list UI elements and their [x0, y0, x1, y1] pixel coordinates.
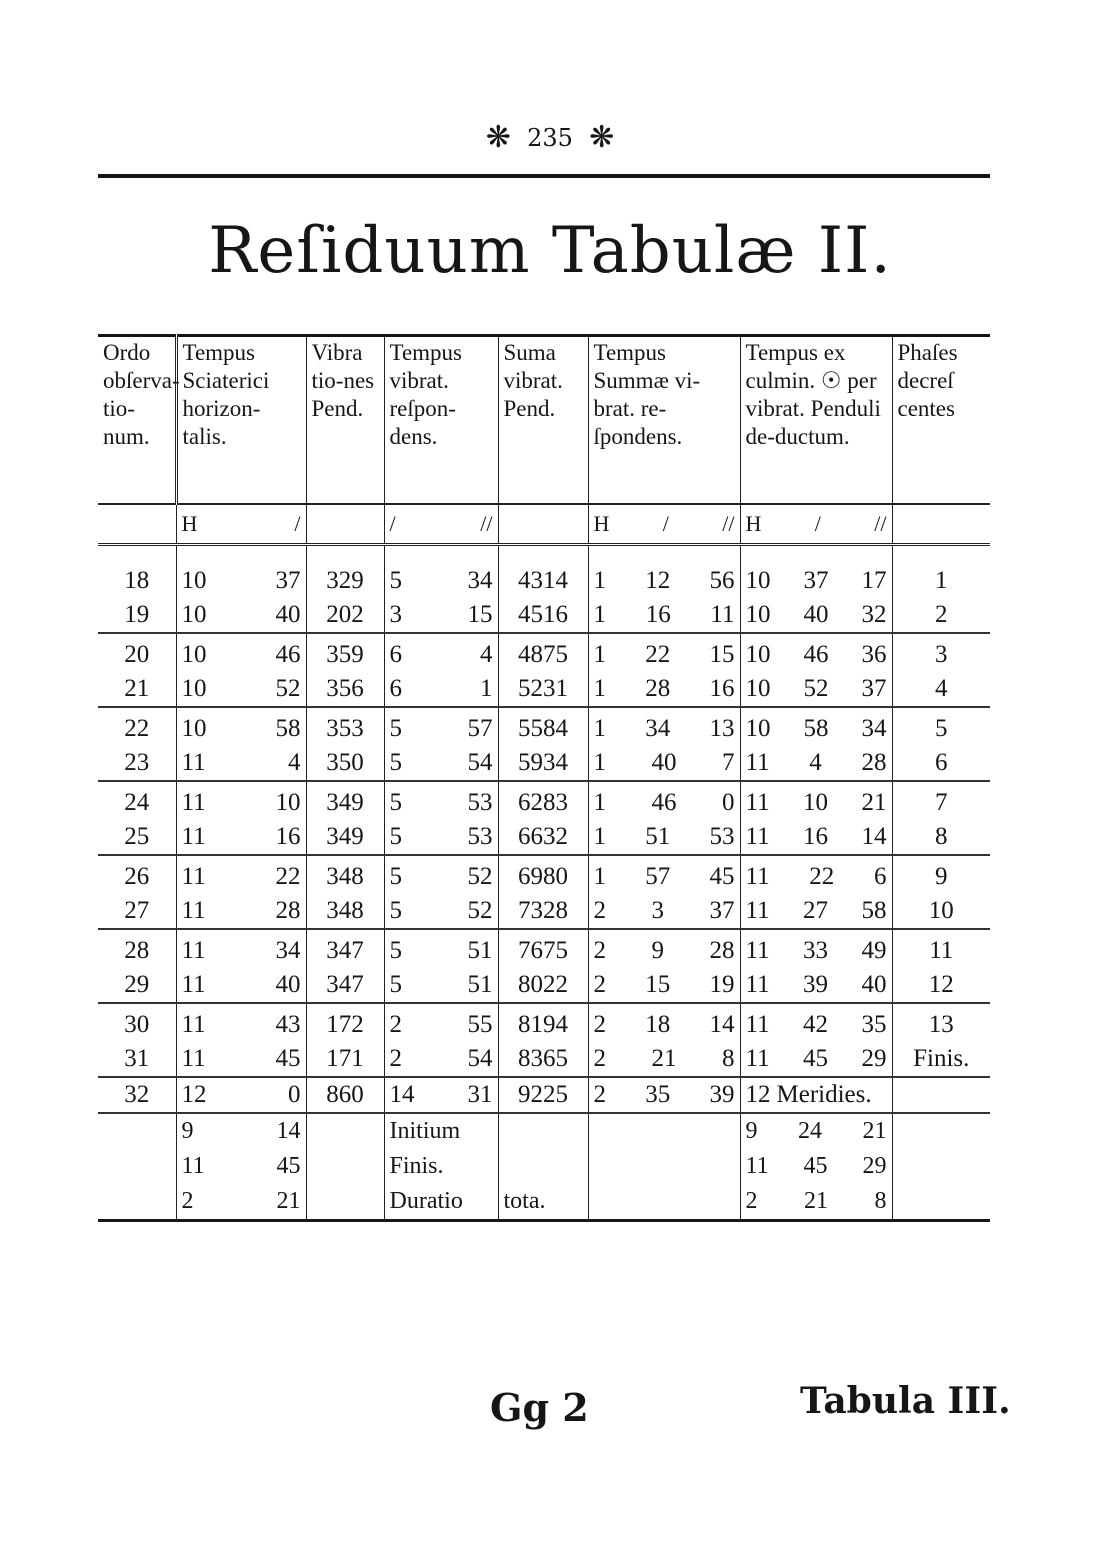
cell: 4: [480, 641, 493, 668]
cell: 11: [745, 971, 770, 998]
cell: 40: [275, 601, 301, 628]
duratio-label: Duratio: [384, 1184, 498, 1221]
cell: 10: [745, 567, 771, 594]
cell: 11: [181, 863, 206, 890]
cell: 10: [181, 641, 207, 668]
unit-label: /: [294, 511, 301, 536]
cell: 10: [181, 675, 207, 702]
cell: 8: [874, 1188, 887, 1214]
cell: 11: [745, 897, 770, 924]
cell: 21: [861, 789, 887, 816]
cell: 16: [709, 675, 735, 702]
cell: 0: [288, 1081, 301, 1108]
finis-label: Finis.: [384, 1149, 498, 1184]
cell: 9: [745, 1118, 758, 1144]
cell: 40: [275, 971, 301, 998]
header-sciaterici: Tempus Sciaterici horizon-talis.: [176, 336, 306, 505]
cell: 31: [124, 1045, 150, 1072]
unit-label: H: [181, 511, 198, 536]
cell: 359: [326, 641, 364, 668]
cell: 12: [745, 1081, 771, 1108]
cell: 5: [389, 823, 402, 850]
table-row: [98, 968, 990, 1003]
unit-label: /: [389, 511, 396, 536]
header-suma: Suma vibrat. Pend.: [498, 336, 588, 505]
cell: 11: [745, 749, 770, 776]
cell: 1: [593, 641, 606, 668]
units-row: [98, 504, 990, 545]
cell: 58: [803, 715, 829, 742]
cell: 34: [861, 715, 887, 742]
cell: 10: [275, 789, 301, 816]
cell: 10: [745, 601, 771, 628]
cell: 20: [124, 641, 150, 668]
cell: 4314: [518, 567, 568, 594]
cell: 1: [593, 567, 606, 594]
cell: 25: [124, 823, 150, 850]
cell: 348: [326, 863, 364, 890]
cell: 10: [745, 715, 771, 742]
cell: 1: [593, 675, 606, 702]
unit-label: //: [722, 511, 735, 536]
cell: 2: [745, 1188, 758, 1214]
cell: 18: [124, 567, 150, 594]
cell: 51: [467, 937, 493, 964]
cell: 16: [275, 823, 301, 850]
cell: 28: [861, 749, 887, 776]
table-row: [98, 894, 990, 929]
cell: 28: [124, 937, 150, 964]
cell: 11: [181, 897, 206, 924]
cell: 5934: [518, 749, 568, 776]
cell: 1: [593, 823, 606, 850]
cell: 36: [861, 641, 887, 668]
cell: 11: [181, 1153, 205, 1179]
cell: 8194: [518, 1011, 568, 1038]
cell: 10: [928, 897, 954, 924]
cell: 45: [709, 863, 735, 890]
cell: 54: [467, 1045, 493, 1072]
cell: 0: [722, 789, 735, 816]
header-phases: Phaſes decreſ centes: [892, 336, 990, 505]
page-title: Reſiduum Tabulæ II.: [208, 214, 892, 288]
cell: 19: [709, 971, 735, 998]
cell: 35: [645, 1081, 671, 1108]
data-table: [98, 334, 990, 1222]
cell: 3: [935, 641, 948, 668]
cell: 4: [288, 749, 301, 776]
cell: 11: [929, 937, 954, 964]
cell: 18: [645, 1011, 671, 1038]
cell: 22: [275, 863, 301, 890]
cell: 5: [389, 789, 402, 816]
cell: 7: [935, 789, 948, 816]
cell: 1: [480, 675, 493, 702]
table-row: [98, 560, 990, 598]
cell: 5: [389, 897, 402, 924]
cell: 28: [709, 937, 735, 964]
ornament-right-icon: ❋: [589, 120, 615, 155]
cell: 2: [593, 1045, 606, 1072]
cell: 11: [745, 863, 770, 890]
table-row: [98, 746, 990, 781]
cell: 4875: [518, 641, 568, 668]
cell: Finis.: [913, 1045, 970, 1072]
page-number: 235: [527, 123, 573, 152]
cell: 21: [651, 1045, 677, 1072]
cell: 52: [803, 675, 829, 702]
cell: 54: [467, 749, 493, 776]
cell: 8365: [518, 1045, 568, 1072]
cell: 37: [803, 567, 829, 594]
cell: 9: [935, 863, 948, 890]
cell: 49: [861, 937, 887, 964]
cell: 5584: [518, 715, 568, 742]
cell: 19: [124, 601, 150, 628]
cell: 52: [467, 863, 493, 890]
cell: 329: [326, 567, 364, 594]
cell: 46: [275, 641, 301, 668]
cell: 1: [935, 567, 948, 594]
cell: 40: [861, 971, 887, 998]
cell: 2: [935, 601, 948, 628]
cell: 21: [804, 1188, 828, 1214]
cell: 51: [467, 971, 493, 998]
cell: 4516: [518, 601, 568, 628]
table-row: [98, 633, 990, 672]
cell: 2: [389, 1045, 402, 1072]
cell: 53: [467, 789, 493, 816]
table-row-finis: [98, 1149, 990, 1184]
cell: 11: [745, 1153, 769, 1179]
cell: 2: [593, 1081, 606, 1108]
cell: 29: [861, 1045, 887, 1072]
cell: 21: [862, 1118, 887, 1144]
cell: 57: [467, 715, 493, 742]
cell: 202: [326, 601, 364, 628]
cell: 1: [593, 715, 606, 742]
table-row: [98, 781, 990, 820]
cell: 9: [651, 937, 664, 964]
cell: 2: [593, 937, 606, 964]
cell: 349: [326, 823, 364, 850]
table-row: [98, 1003, 990, 1042]
page-header: [0, 120, 1100, 155]
cell: 348: [326, 897, 364, 924]
header-rule: [98, 174, 990, 178]
cell: 353: [326, 715, 364, 742]
cell: 11: [710, 601, 735, 628]
header-row: [98, 336, 990, 505]
cell: 10: [745, 641, 771, 668]
cell: 22: [645, 641, 671, 668]
cell: 172: [326, 1011, 364, 1038]
cell: 10: [181, 715, 207, 742]
cell: 347: [326, 937, 364, 964]
cell: 10: [181, 601, 207, 628]
cell: 15: [709, 641, 735, 668]
cell: 1: [593, 749, 606, 776]
cell: 28: [645, 675, 671, 702]
signature-mark: Gg 2: [490, 1385, 589, 1430]
header-tempus-summae: Tempus Summæ vi-brat. re-ſpondens.: [588, 336, 740, 505]
cell: 11: [181, 971, 206, 998]
cell: 43: [275, 1011, 301, 1038]
cell: 35: [861, 1011, 887, 1038]
cell: 7328: [518, 897, 568, 924]
cell: 7: [722, 749, 735, 776]
table-row: [98, 598, 990, 633]
cell: 347: [326, 971, 364, 998]
cell: 58: [861, 897, 887, 924]
initium-label: Initium: [384, 1113, 498, 1149]
cell: 14: [276, 1118, 301, 1144]
cell: 5: [389, 715, 402, 742]
cell: 1: [593, 601, 606, 628]
unit-label: //: [480, 511, 493, 536]
cell: 5231: [518, 675, 568, 702]
cell: 11: [745, 789, 770, 816]
cell: 27: [124, 897, 150, 924]
cell: 52: [467, 897, 493, 924]
header-tempus-vibrat: Tempus vibrat. reſpon-dens.: [384, 336, 498, 505]
cell: 46: [803, 641, 829, 668]
cell: 11: [745, 1045, 770, 1072]
cell: 2: [389, 1011, 402, 1038]
cell: 14: [389, 1081, 415, 1108]
cell: 11: [745, 937, 770, 964]
cell: 11: [745, 823, 770, 850]
cell: 23: [124, 749, 150, 776]
cell: 1: [593, 863, 606, 890]
cell: 15: [467, 601, 493, 628]
cell: 57: [645, 863, 671, 890]
cell: 32: [124, 1081, 150, 1108]
cell: 10: [181, 567, 207, 594]
cell: 58: [275, 715, 301, 742]
cell: 11: [181, 1045, 206, 1072]
cell: 1: [593, 789, 606, 816]
cell: 30: [124, 1011, 150, 1038]
cell: 4: [809, 749, 822, 776]
cell: 9: [181, 1118, 194, 1144]
cell: Meridies.: [776, 1081, 872, 1108]
cell: 24: [124, 789, 150, 816]
cell: 37: [861, 675, 887, 702]
cell: 13: [928, 1011, 954, 1038]
cell: 45: [276, 1153, 301, 1179]
cell: 3: [651, 897, 664, 924]
cell: 6980: [518, 863, 568, 890]
cell: 4: [935, 675, 948, 702]
cell: 6: [935, 749, 948, 776]
cell: 40: [803, 601, 829, 628]
cell: 37: [275, 567, 301, 594]
cell: 11: [745, 1011, 770, 1038]
cell: 16: [803, 823, 829, 850]
cell: 24: [798, 1118, 822, 1144]
cell: 9225: [518, 1081, 568, 1108]
cell: 6: [873, 863, 887, 890]
cell: 33: [803, 937, 829, 964]
cell: 6632: [518, 823, 568, 850]
cell: 22: [809, 863, 835, 890]
cell: 5: [389, 749, 402, 776]
cell: 28: [275, 897, 301, 924]
cell: 39: [803, 971, 829, 998]
cell: 14: [861, 823, 887, 850]
cell: 34: [645, 715, 671, 742]
cell: 6: [389, 641, 402, 668]
cell: 8: [722, 1045, 735, 1072]
cell: 15: [645, 971, 671, 998]
unit-label: /: [662, 511, 669, 536]
table-row-duratio: [98, 1184, 990, 1221]
header-tempus-culmin: Tempus ex culmin. ☉ per vibrat. Penduli de-ductum.: [740, 336, 892, 505]
cell: 5: [389, 971, 402, 998]
cell: 356: [326, 675, 364, 702]
cell: 2: [593, 897, 606, 924]
cell: 45: [803, 1045, 829, 1072]
cell: 56: [709, 567, 735, 594]
data-rows: [98, 560, 990, 1113]
table-row: [98, 855, 990, 894]
header-vibrationes: Vibra tio-nes Pend.: [306, 336, 384, 505]
cell: 40: [651, 749, 677, 776]
cell: 12: [181, 1081, 207, 1108]
cell: 16: [645, 601, 671, 628]
table-row: [98, 672, 990, 707]
cell: 11: [181, 749, 206, 776]
cell: 12: [928, 971, 954, 998]
ornament-left-icon: ❋: [485, 120, 511, 155]
cell: 2: [593, 1011, 606, 1038]
cell: 52: [275, 675, 301, 702]
header-ordo: Ordo obſerva-tio-num.: [103, 340, 180, 449]
cell: 3: [389, 601, 402, 628]
cell: 6283: [518, 789, 568, 816]
cell: 12: [645, 567, 671, 594]
cell: 53: [709, 823, 735, 850]
unit-label: H: [593, 511, 610, 536]
cell: 22: [124, 715, 150, 742]
cell: 42: [803, 1011, 829, 1038]
cell: 2: [593, 971, 606, 998]
cell: 51: [645, 823, 671, 850]
cell: 14: [709, 1011, 735, 1038]
cell: 55: [467, 1011, 493, 1038]
cell: 860: [326, 1081, 364, 1108]
cell: 5: [935, 715, 948, 742]
cell: 17: [861, 567, 887, 594]
cell: 39: [709, 1081, 735, 1108]
cell: 11: [181, 1011, 206, 1038]
cell: 5: [389, 863, 402, 890]
cell: 31: [467, 1081, 493, 1108]
cell: 45: [275, 1045, 301, 1072]
cell: 11: [181, 823, 206, 850]
cell: 37: [709, 897, 735, 924]
cell: 10: [745, 675, 771, 702]
unit-label: H: [745, 511, 762, 536]
cell: 2: [181, 1188, 194, 1214]
cell: 53: [467, 823, 493, 850]
cell: 350: [326, 749, 364, 776]
cell: 10: [803, 789, 829, 816]
cell: 11: [181, 937, 206, 964]
table-row: [98, 929, 990, 968]
table-row-initium: [98, 1113, 990, 1149]
table-row: [98, 707, 990, 746]
cell: 26: [124, 863, 150, 890]
cell: 11: [181, 789, 206, 816]
cell: 171: [326, 1045, 364, 1072]
cell: 8: [935, 823, 948, 850]
cell: 34: [467, 567, 493, 594]
catchword: Tabula III.: [800, 1380, 1011, 1422]
cell: 34: [275, 937, 301, 964]
cell: 8022: [518, 971, 568, 998]
cell: 45: [803, 1153, 828, 1179]
table-row: [98, 820, 990, 855]
cell: 27: [803, 897, 829, 924]
unit-label: //: [874, 511, 887, 536]
cell: 29: [124, 971, 150, 998]
cell: 5: [389, 567, 402, 594]
table-row: [98, 1042, 990, 1077]
cell: 46: [651, 789, 677, 816]
cell: 32: [861, 601, 887, 628]
cell: 349: [326, 789, 364, 816]
duratio-label-2: tota.: [498, 1184, 588, 1221]
cell: 13: [709, 715, 735, 742]
cell: 29: [862, 1153, 887, 1179]
cell: 6: [389, 675, 402, 702]
cell: 21: [124, 675, 150, 702]
cell: 5: [389, 937, 402, 964]
table-row: [98, 1077, 990, 1113]
cell: 7675: [518, 937, 568, 964]
cell: 21: [276, 1188, 301, 1214]
unit-label: /: [814, 511, 821, 536]
